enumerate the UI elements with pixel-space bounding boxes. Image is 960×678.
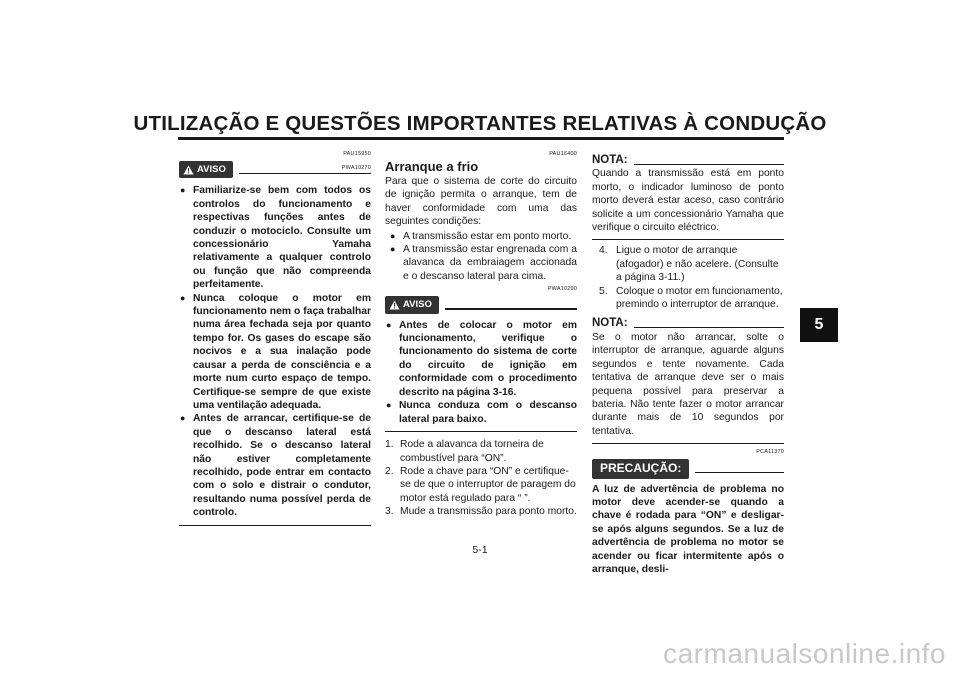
condition-list [389,230,577,284]
section-end-rule [385,431,577,432]
warning-badge [385,296,439,313]
header-rule [445,308,577,309]
header-rule [695,472,784,473]
header-rule [634,327,784,328]
reference-code: PAU15950 [343,151,371,157]
section-title: Arranque a frio [385,159,479,174]
list-item: ● A transmissão estar em ponto morto. [389,230,577,243]
note-end-rule [592,443,784,444]
column-3 [592,154,784,576]
list-item: ● Nunca coloque o motor em funcionamento nem o faça trabalhar numa área fechada seja por quanto tempo for. Os gases do escape são nocivos e a sua inalação pode causar a perda de consciência e a morte num curto espaço de tempo. Certifique-se sempre de que existe uma ventilação adequada. [179,292,371,413]
note-text: Quando a transmissão está em ponto morto, o indicador luminoso de ponto morto deverá estar aceso, caso contrário solicite a um concessionário Yamaha que verifique o circuito eléctrico. [592,168,784,234]
caution-badge: PRECAUÇÃO: [592,459,689,478]
note-label: NOTA: [592,154,628,166]
procedure-steps [592,244,784,311]
watermark: carmanualsonline.info [663,638,946,669]
warning-list [385,319,577,426]
list-item: 2. Rode a chave para “ON” e certifique-se de que o interruptor de paragem do motor está regulado para “ ”. [385,465,576,504]
warning-badge [179,161,233,178]
note-end-rule [592,239,784,240]
section-end-rule [179,525,371,526]
warning-label: AVISO [403,299,432,311]
caution-header [592,459,784,478]
caution-text: A luz de advertência de problema no motor deve acender-se quando a chave é rodada para “ON” e desligar-se após alguns segundos. Se a luz de advertência de problema no motor se acender ou ficar intermitente após o arranque, desli- [592,483,784,575]
list-item: 5. Coloque o motor em funcionamento, premindo o interruptor de arranque. [599,285,783,311]
list-item: 3. Mude a transmissão para ponto morto. [385,506,577,518]
warning-triangle-icon [389,300,400,310]
list-item: ● A transmissão estar engrenada com a alavanca da embraiagem accionada e o descanso lateral para cima. [389,243,577,283]
warning-header [385,296,577,313]
chapter-tab[interactable]: 5 [800,308,838,342]
warning-label: AVISO [197,164,226,175]
reference-code: PWA10270 [341,165,371,172]
reference-code: PAU16400 [549,151,577,157]
page-number: 5-1 [472,544,488,556]
header-rule [634,164,784,165]
header-rule [239,173,371,174]
title-underline [178,137,784,140]
list-item: ● Antes de arrancar, certifique-se de que o descanso lateral está recolhido. Se o descanso lateral não estiver completamente recolhido, pode entrar em contacto com o solo e distrair o condutor, resultando numa possível perda de controlo. [179,412,371,519]
reference-code: PWA10290 [547,286,577,293]
note-label: NOTA: [592,317,628,330]
note-header [592,317,784,330]
warning-triangle-icon [183,165,194,175]
list-item: ● Antes de colocar o motor em funcionamento, verifique o funcionamento do sistema de corte do circuito de ignição em conformidade com o procedimento descrito na página 3-16. [385,319,577,399]
procedure-steps [385,438,577,518]
column-2 [385,150,577,519]
note-text: Se o motor não arrancar, solte o interruptor de arranque, aguarde alguns segundos e tente novamente. Cada tentativa de arranque deve ser o mais pequena possível para preservar a bateria. Não tente fazer o motor arrancar durante mais de 10 segundos por tentativa. [592,331,784,437]
list-item: 4. Ligue o motor de arranque (afogador) e não acelere. (Consulte a página 3-11.) [599,245,779,284]
intro-paragraph: Para que o sistema de corte do circuito de ignição permita o arranque, tem de haver conformidade com uma das seguintes condições: [385,176,577,228]
list-item: ● Familiarize-se bem com todos os controlos do funcionamento e respectivas funções antes de conduzir o motociclo. Consulte um concessionário Yamaha relativamente a qualquer controlo ou função que não compreenda perfeitamente. [179,184,371,291]
reference-code: PCA11370 [756,449,784,456]
note-header [592,154,784,167]
warning-list [179,184,371,519]
list-item: ● Nunca conduza com o descanso lateral para baixo. [385,399,577,426]
column-1 [179,150,371,526]
page-title: UTILIZAÇÃO E QUESTÕES IMPORTANTES RELATIVAS À CONDUÇÃO [133,112,827,135]
list-item: 1. Rode a alavanca da torneira de combustível para “ON”. [385,439,544,464]
